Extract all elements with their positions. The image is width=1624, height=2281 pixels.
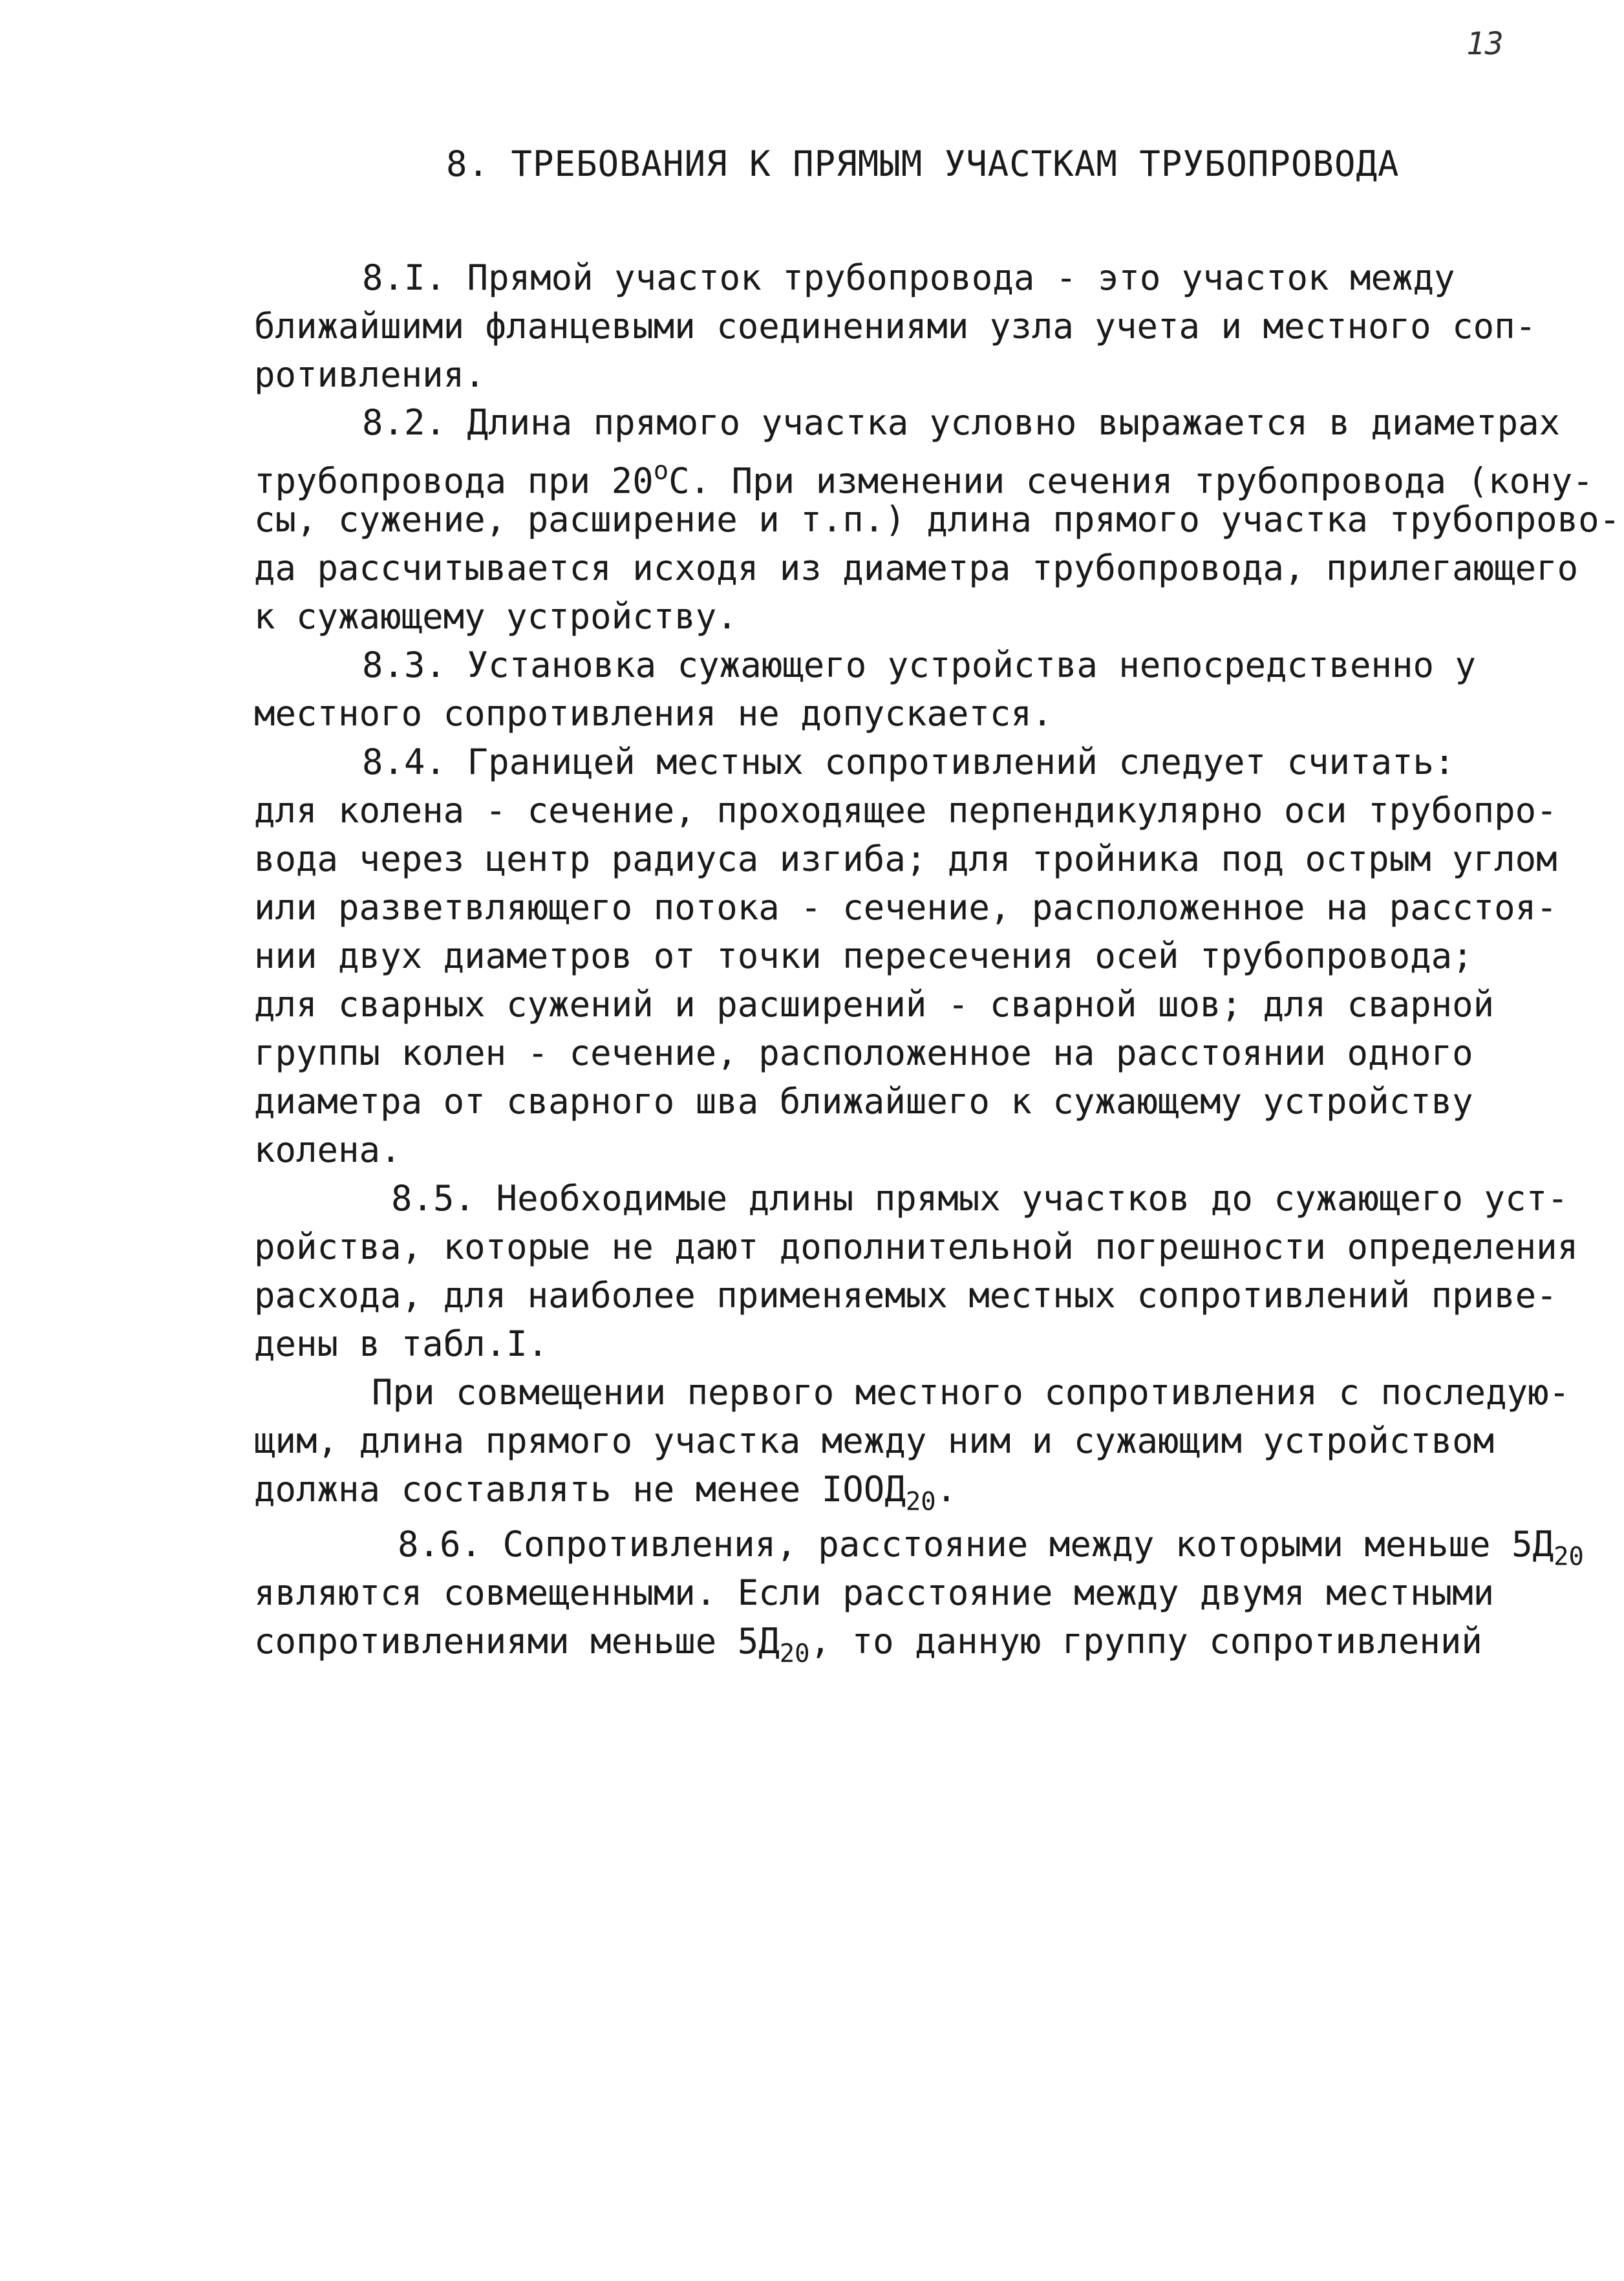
paragraph-8-5b-line-1: При совмещении первого местного сопротивления с последую- [372,1372,1570,1413]
degree-superscript: о [653,456,669,486]
paragraph-8-5-line-4: дены в табл.I. [254,1323,549,1364]
paragraph-8-6-line-2: являются совмещенными. Если расстояние между двумя местными [254,1572,1495,1613]
paragraph-8-5b-line-3 [254,1469,957,1523]
paragraph-8-4-line-8: диаметра от сварного шва ближайшего к сужающему устройству [254,1081,1473,1122]
paragraph-8-6-line-3 [254,1621,1482,1675]
text-run: сопротивлениями меньше 5Д [254,1621,780,1662]
paragraph-8-5-line-2: ройства, которые не дают дополнительной погрешности определения [254,1226,1579,1267]
section-heading: 8. ТРЕБОВАНИЯ К ПРЯМЫМ УЧАСТКАМ ТРУБОПРОВОДА [446,144,1400,184]
text-run: С. При изменении сечения трубопровода (кону- [668,460,1594,502]
paragraph-8-5-line-1: 8.5. Необходимые длины прямых участков до сужающего уст- [391,1178,1568,1219]
paragraph-8-1-line-3: ротивления. [254,354,486,395]
paragraph-8-4-line-4: или разветвляющего потока - сечение, расположенное на расстоя- [254,887,1557,928]
paragraph-8-5-line-3: расхода, для наиболее применяемых местных сопротивлений приве- [254,1275,1557,1316]
paragraph-8-2-line-4: да рассчитывается исходя из диаметра трубопровода, прилегающего [254,548,1579,588]
paragraph-8-2-line-1: 8.2. Длина прямого участка условно выражается в диаметрах [362,402,1561,443]
paragraph-8-4-line-2: для колена - сечение, проходящее перпендикулярно оси трубопро- [254,790,1557,831]
page-number: 13 [1466,26,1504,62]
paragraph-8-3-line-2: местного сопротивления не допускается. [254,693,1053,734]
paragraph-8-5b-line-2: щим, длина прямого участка между ним и сужающим устройством [254,1420,1495,1461]
paragraph-8-4-line-7: группы колен - сечение, расположенное на расстоянии одного [254,1033,1473,1073]
paragraph-8-4-line-9: колена. [254,1130,401,1170]
text-run: . [935,1469,957,1510]
subscript: 20 [1554,1542,1584,1572]
paragraph-8-2-line-5: к сужающему устройству. [254,596,738,637]
paragraph-8-4-line-6: для сварных сужений и расширений - сварной шов; для сварной [254,984,1495,1025]
text-run: , то данную группу сопротивлений [809,1621,1482,1662]
paragraph-8-4-line-5: нии двух диаметров от точки пересечения осей трубопровода; [254,936,1473,976]
paragraph-8-6-line-1 [398,1524,1584,1578]
paragraph-8-1-line-2: ближайшими фланцевыми соединениями узла учета и местного соп- [254,306,1537,347]
subscript: 20 [779,1639,810,1669]
paragraph-8-2-line-3: сы, сужение, расширение и т.п.) длина прямого участка трубопрово- [254,499,1621,540]
paragraph-8-4-line-1: 8.4. Границей местных сопротивлений следует считать: [362,742,1455,782]
paragraph-8-3-line-1: 8.3. Установка сужающего устройства непосредственно у [362,645,1477,685]
text-run: должна составлять не менее IООД [254,1469,906,1510]
subscript: 20 [905,1487,936,1517]
paragraph-8-1-line-1: 8.I. Прямой участок трубопровода - это участок между [362,257,1455,298]
text-run: 8.6. Сопротивления, расстояние между которыми меньше 5Д [398,1524,1554,1565]
paragraph-8-2-line-2 [254,451,1594,502]
paragraph-8-4-line-3: вода через центр радиуса изгиба; для тройника под острым углом [254,839,1557,879]
text-run: трубопровода при 20 [254,460,654,502]
